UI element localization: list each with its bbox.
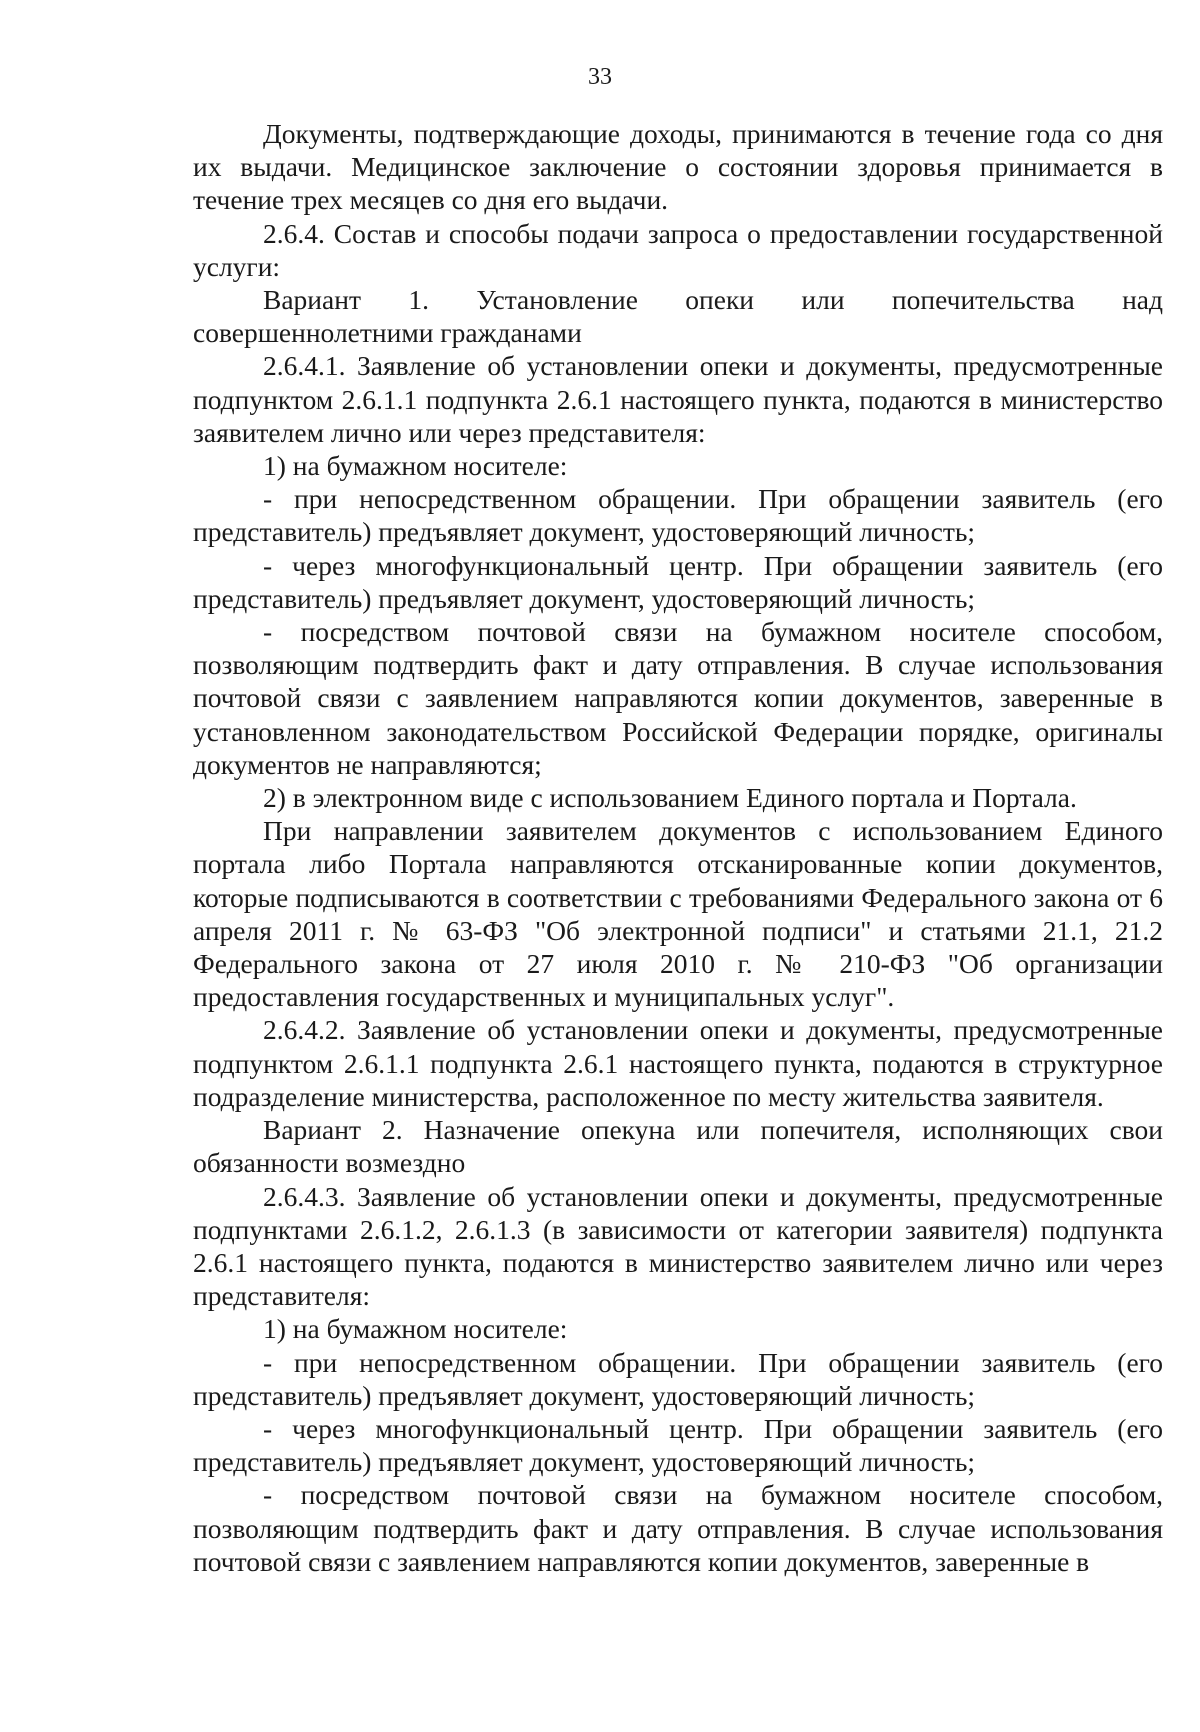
list-item-postal-service-2: - посредством почтовой связи на бумажном носителе способом, позволяющим подтвердить факт и дату отправления. В случае использования почтовой связи с заявлением направляются копии документов, заверенные в bbox=[193, 1479, 1163, 1577]
list-item-direct-appeal-2: - при непосредственном обращении. При обращении заявитель (его представитель) предъявляет документ, удостоверяющий личность; bbox=[193, 1346, 1163, 1411]
page-number: 33 bbox=[588, 64, 612, 90]
list-item-multifunctional-center-2: - через многофункциональный центр. При обращении заявитель (его представитель) предъявляет документ, удостоверяющий личность; bbox=[193, 1412, 1163, 1478]
paragraph-income-documents: Документы, подтверждающие доходы, принимаются в течение года со дня их выдачи. Медицинское заключение о состоянии здоровья принимается в течение трех месяцев со дня его выдачи. bbox=[193, 118, 1163, 216]
document-body bbox=[193, 117, 1163, 1578]
list-item-multifunctional-center: - через многофункциональный центр. При обращении заявитель (его представитель) предъявляет документ, удостоверяющий личность; bbox=[193, 549, 1163, 614]
list-item-paper-carrier: 1) на бумажном носителе: bbox=[263, 450, 568, 482]
paragraph-2-6-4-1: 2.6.4.1. Заявление об установлении опеки и документы, предусмотренные подпунктом 2.6.1.1 подпункта 2.6.1 настоящего пункта, подаются в министерство заявителем лично или через представителя: bbox=[193, 350, 1163, 448]
list-item-electronic-form: 2) в электронном виде с использованием Единого портала и Портала. bbox=[263, 782, 1077, 814]
paragraph-2-6-4-heading: 2.6.4. Состав и способы подачи запроса о предоставлении государственной услуги: bbox=[193, 217, 1163, 282]
list-item-postal-service: - посредством почтовой связи на бумажном носителе способом, позволяющим подтвердить факт и дату отправления. В случае использования почтовой связи с заявлением направляются копии документов, заверенные в установленном законодательством Российской Федерации порядке, оригиналы документов не направляются; bbox=[193, 616, 1163, 780]
list-item-paper-carrier-2: 1) на бумажном носителе: bbox=[263, 1313, 568, 1345]
paragraph-electronic-submission: При направлении заявителем документов с использованием Единого портала либо Портала направляются отсканированные копии документов, которые подписываются в соответствии с требованиями Федерального закона от 6 апреля 2011 г. № 63-ФЗ "Об электронной подписи" и статьями 21.1, 21.2 Федерального закона от 27 июля 2010 г. № 210-ФЗ "Об организации предоставления государственных и муниципальных услуг". bbox=[193, 815, 1163, 1013]
paragraph-variant-1-heading: Вариант 1. Установление опеки или попечительства над совершеннолетними гражданами bbox=[193, 284, 1163, 349]
paragraph-variant-2-heading: Вариант 2. Назначение опекуна или попечителя, исполняющих свои обязанности возмездно bbox=[193, 1114, 1163, 1179]
paragraph-2-6-4-3: 2.6.4.3. Заявление об установлении опеки и документы, предусмотренные подпунктами 2.6.1.2, 2.6.1.3 (в зависимости от категории заявителя) подпункта 2.6.1 настоящего пункта, подаются в министерство заявителем лично или через представителя: bbox=[193, 1180, 1163, 1312]
list-item-direct-appeal: - при непосредственном обращении. При обращении заявитель (его представитель) предъявляет документ, удостоверяющий личность; bbox=[193, 483, 1163, 548]
paragraph-2-6-4-2: 2.6.4.2. Заявление об установлении опеки и документы, предусмотренные подпунктом 2.6.1.1 подпункта 2.6.1 настоящего пункта, подаются в структурное подразделение министерства, расположенное по месту жительства заявителя. bbox=[193, 1014, 1163, 1112]
